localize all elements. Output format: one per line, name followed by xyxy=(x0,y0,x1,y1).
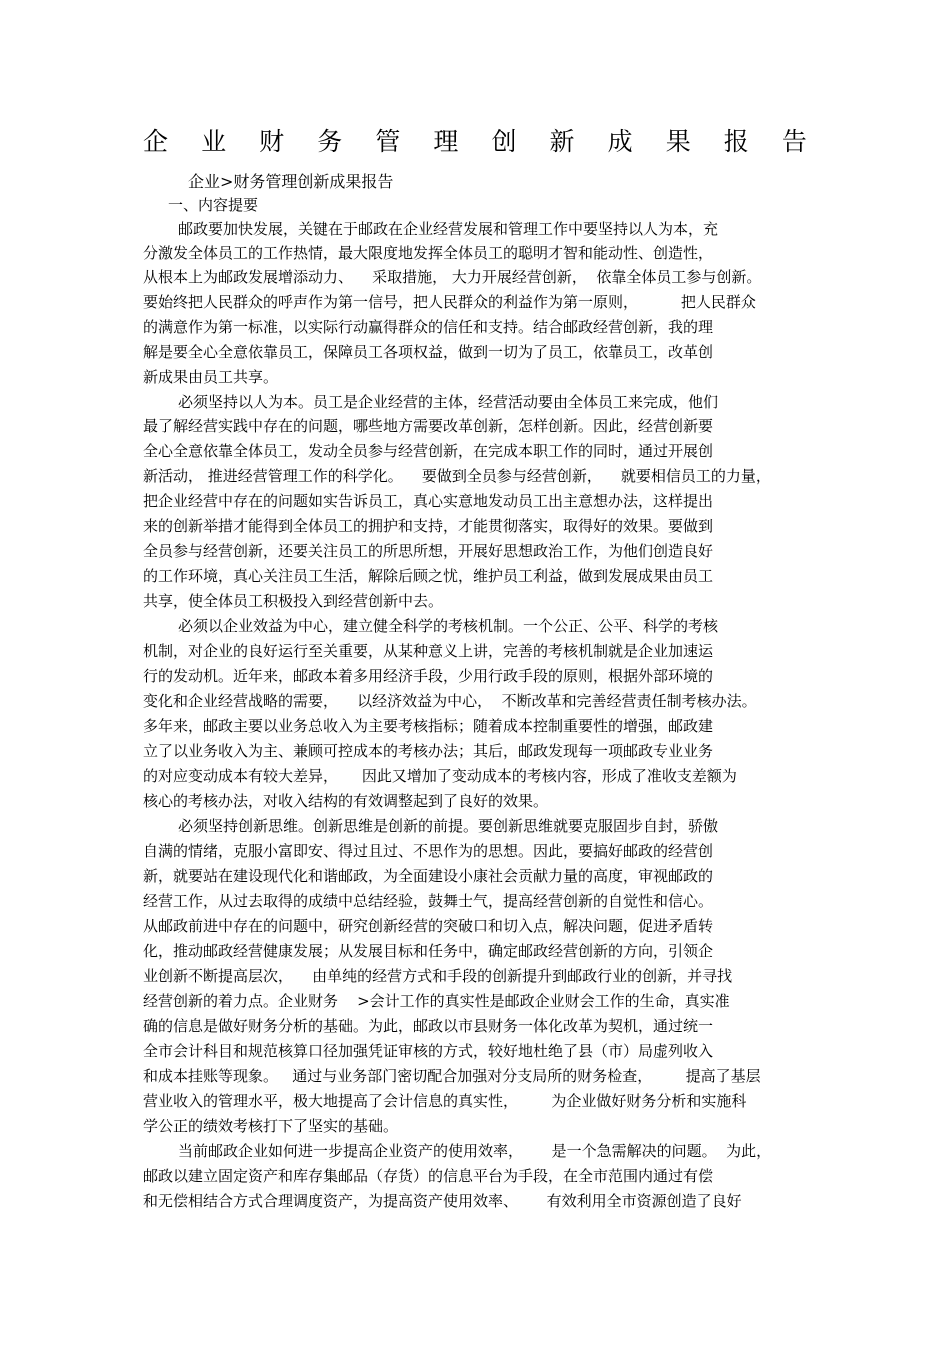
body-line: 新，就要站在建设现代化和谐邮政，为全面建设小康社会贡献力量的高度，审视邮政的 xyxy=(143,867,714,885)
body-line: 的满意作为第一标准，以实际行动赢得群众的信任和支持。结合邮政经营创新，我的理 xyxy=(143,318,714,336)
body-line: 学公正的绩效考核打下了坚实的基础。 xyxy=(143,1117,399,1135)
title-char: 成 xyxy=(607,127,633,156)
body-line: 核心的考核办法，对收入结构的有效调整起到了良好的效果。 xyxy=(143,792,549,810)
title-char: 果 xyxy=(665,127,691,156)
title-char: 报 xyxy=(723,127,749,156)
body-line: 全心全意依靠全体员工，发动全员参与经营创新，在完成本职工作的同时，通过开展创 xyxy=(143,442,714,460)
body-line: 变化和企业经营战略的需要， 以经济效益为中心， 不断改革和完善经营责任制考核办法。 xyxy=(143,692,757,710)
body-line: 邮政以建立固定资产和库存集邮品（存货）的信息平台为手段，在全市范围内通过有偿 xyxy=(143,1167,714,1185)
body-line: 把企业经营中存在的问题如实告诉员工，真心实意地发动员工出主意想办法，这样提出 xyxy=(143,492,714,510)
body-line: 解是要全心全意依靠员工，保障员工各项权益，做到一切为了员工，依靠员工，改革创 xyxy=(143,343,714,361)
body-line: 要始终把人民群众的呼声作为第一信号，把人民群众的利益作为第一原则， 把人民群众 xyxy=(143,293,756,311)
title-char: 财 xyxy=(259,127,285,156)
body-line: 全市会计科目和规范核算口径加强凭证审核的方式，较好地杜绝了县（市）局虚列收入 xyxy=(143,1042,714,1060)
section-heading: 一、内容提要 xyxy=(168,196,259,214)
body-line: 必须坚持以人为本。员工是企业经营的主体，经营活动要由全体员工来完成，他们 xyxy=(178,393,719,411)
title-char: 业 xyxy=(201,127,227,156)
body-line: 营业收入的管理水平，极大地提高了会计信息的真实性， 为企业做好财务分析和实施科 xyxy=(143,1092,747,1110)
body-line: 行的发动机。近年来，邮政本着多用经济手段，少用行政手段的原则，根据外部环境的 xyxy=(143,667,714,685)
body-line: 机制，对企业的良好运行至关重要，从某种意义上讲，完善的考核机制就是企业加速运 xyxy=(143,642,714,660)
body-line: 业创新不断提高层次， 由单纯的经营方式和手段的创新提升到邮政行业的创新，并寻找 xyxy=(143,967,733,985)
body-line: 共享，使全体员工积极投入到经营创新中去。 xyxy=(143,592,444,610)
body-line: 全员参与经营创新，还要关注员工的所思所想，开展好思想政治工作，为他们创造良好 xyxy=(143,542,714,560)
body-line: 必须坚持创新思维。创新思维是创新的前提。要创新思维就要克服固步自封，骄傲 xyxy=(178,817,719,835)
body-line: 的工作环境，真心关注员工生活，解除后顾之忧，维护员工利益，做到发展成果由员工 xyxy=(143,567,714,585)
title-char: 务 xyxy=(317,127,343,156)
body-line: 新活动， 推进经营管理工作的科学化。 要做到全员参与经营创新， 就要相信员工的力量， xyxy=(143,467,771,485)
body-line: 从邮政前进中存在的问题中，研究创新经营的突破口和切入点，解决问题，促进矛盾转 xyxy=(143,917,714,935)
document-title xyxy=(143,126,807,162)
title-char: 理 xyxy=(433,127,459,156)
body-line: 来的创新举措才能得到全体员工的拥护和支持，才能贯彻落实，取得好的效果。要做到 xyxy=(143,517,714,535)
document-subtitle: 企业>财务管理创新成果报告 xyxy=(188,172,394,191)
body-line: 经营创新的着力点。企业财务 >会计工作的真实性是邮政企业财会工作的生命，真实准 xyxy=(143,992,730,1010)
body-line: 和成本挂账等现象。 通过与业务部门密切配合加强对分支局所的财务检查， 提高了基层 xyxy=(143,1067,761,1085)
title-char: 管 xyxy=(375,127,401,156)
title-char: 新 xyxy=(549,127,575,156)
body-line: 确的信息是做好财务分析的基础。为此，邮政以市县财务一体化改革为契机，通过统一 xyxy=(143,1017,714,1035)
body-line: 必须以企业效益为中心，建立健全科学的考核机制。一个公正、公平、科学的考核 xyxy=(178,617,719,635)
body-line: 当前邮政企业如何进一步提高企业资产的使用效率， 是一个急需解决的问题。 为此， xyxy=(178,1142,772,1160)
title-char: 企 xyxy=(143,127,169,156)
body-line: 经营工作，从过去取得的成绩中总结经验，鼓舞士气，提高经营创新的自觉性和信心。 xyxy=(143,892,714,910)
title-char: 告 xyxy=(781,127,807,156)
body-line: 邮政要加快发展，关键在于邮政在企业经营发展和管理工作中要坚持以人为本，充 xyxy=(178,220,719,238)
body-line: 分激发全体员工的工作热情，最大限度地发挥全体员工的聪明才智和能动性、创造性， xyxy=(143,244,714,262)
title-char: 创 xyxy=(491,127,517,156)
body-line: 自满的情绪，克服小富即安、得过且过、不思作为的思想。因此，要搞好邮政的经营创 xyxy=(143,842,714,860)
body-line: 最了解经营实践中存在的问题，哪些地方需要改革创新，怎样创新。因此，经营创新要 xyxy=(143,417,714,435)
body-line: 和无偿相结合方式合理调度资产，为提高资产使用效率、 有效利用全市资源创造了良好 xyxy=(143,1192,742,1210)
body-line: 多年来，邮政主要以业务总收入为主要考核指标；随着成本控制重要性的增强，邮政建 xyxy=(143,717,714,735)
body-line: 从根本上为邮政发展增添动力、 采取措施， 大力开展经营创新， 依靠全体员工参与创新。 xyxy=(143,268,762,286)
body-line: 的对应变动成本有较大差异， 因此又增加了变动成本的考核内容，形成了准收支差额为 xyxy=(143,767,737,785)
body-line: 立了以业务收入为主、兼顾可控成本的考核办法；其后，邮政发现每一项邮政专业业务 xyxy=(143,742,714,760)
body-line: 化，推动邮政经营健康发展；从发展目标和任务中，确定邮政经营创新的方向，引领企 xyxy=(143,942,714,960)
body-line: 新成果由员工共享。 xyxy=(143,368,279,386)
